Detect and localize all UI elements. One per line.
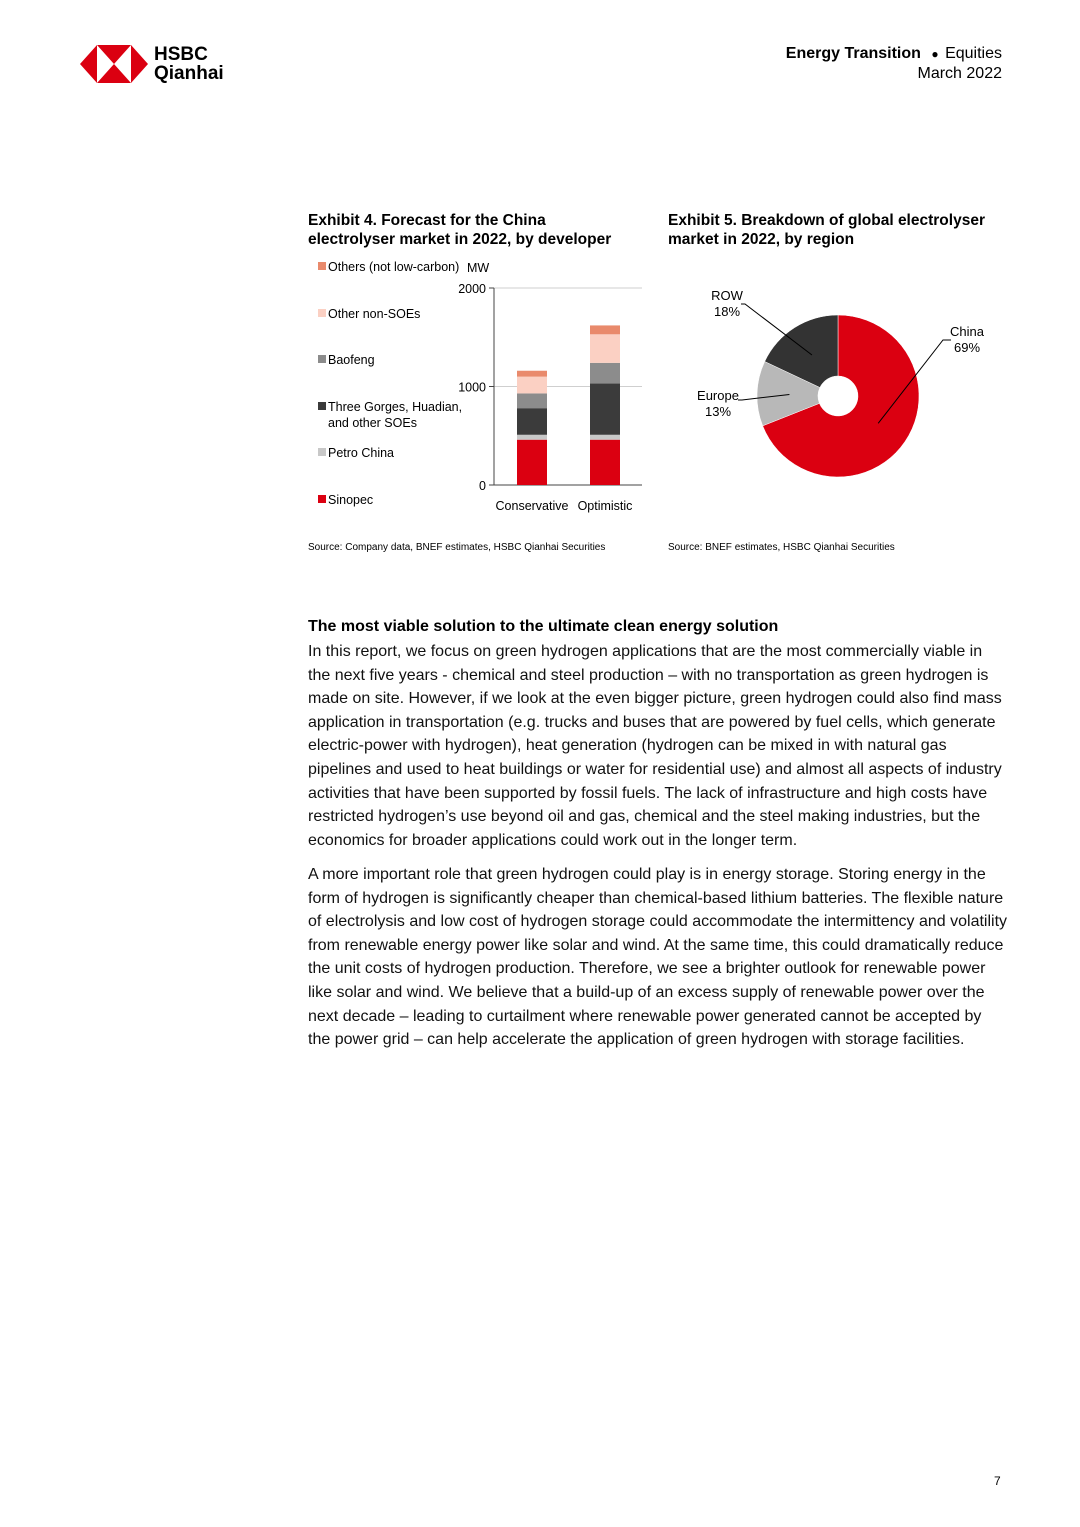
- page-number: 7: [994, 1474, 1001, 1488]
- legend-swatch-4: [318, 448, 326, 456]
- legend-label-4: Petro China: [328, 446, 395, 460]
- exhibit5-title-line1: Exhibit 5. Breakdown of global electrolyser: [668, 212, 985, 229]
- bar-segment-optimistic-4: [590, 334, 620, 363]
- bar-segment-optimistic-0: [590, 440, 620, 485]
- exhibit4-stacked-bar-chart: [308, 255, 648, 525]
- bar-segment-optimistic-1: [590, 435, 620, 440]
- hsbc-qianhai-logo: [80, 45, 224, 83]
- exhibit5-title: [668, 211, 985, 249]
- legend-swatch-1: [318, 309, 326, 317]
- bar-segment-optimistic-3: [590, 363, 620, 384]
- pie-label-china: China: [950, 324, 984, 339]
- pie-label-europe: Europe: [697, 388, 739, 403]
- bullet-icon: ●: [931, 47, 939, 61]
- report-type: Equities: [945, 45, 1002, 62]
- exhibit4-title: [308, 211, 611, 249]
- exhibit5-source: Source: BNEF estimates, HSBC Qianhai Securities: [668, 542, 895, 553]
- report-header: [786, 44, 1002, 84]
- legend-swatch-2: [318, 355, 326, 363]
- exhibit4-title-line2: electrolyser market in 2022, by developer: [308, 231, 612, 248]
- pie-value-china: 69%: [953, 340, 981, 355]
- section-heading: The most viable solution to the ultimate clean energy solution: [308, 618, 779, 635]
- report-date: March 2022: [917, 65, 1002, 82]
- body-paragraph-2: A more important role that green hydrogen could play is in energy storage. Storing energy in the form of hydrogen is significantly cheaper than chemical-based lithium batteries. The flexible nature of electrolysis and low cost of hydrogen storage could accommodate the intermittency and volatility from renewable energy power like solar and wind. At the same time, this could dramatically reduce the unit costs of hydrogen production. Therefore, we see a brighter outlook for renewable power like solar and wind. We believe that a build-up of an excess supply of renewable power over the next decade – leading to curtailment where renewable power generated cannot be accepted by the power grid – can help accelerate the application of green hydrogen with storage facilities.: [308, 866, 1008, 1049]
- hsbc-hexagon-icon: [80, 45, 148, 83]
- exhibit5-donut-chart: [668, 280, 1008, 490]
- pie-value-europe: 13%: [704, 404, 732, 419]
- bar-segment-conservative-0: [517, 440, 547, 485]
- bar-segment-conservative-5: [517, 371, 547, 377]
- pie-value-row: 18%: [713, 304, 741, 319]
- legend-label-3: Three Gorges, Huadian,: [328, 400, 463, 414]
- exhibit5-title-line2: market in 2022, by region: [668, 231, 855, 248]
- report-title: Energy Transition: [785, 45, 921, 62]
- legend-label-5: Sinopec: [328, 493, 374, 507]
- bar-segment-conservative-3: [517, 393, 547, 408]
- legend-swatch-3: [318, 402, 326, 410]
- y-tick-label-1000: 1000: [458, 380, 486, 395]
- legend-swatch-5: [318, 495, 326, 503]
- legend-swatch-0: [318, 262, 326, 270]
- y-axis-unit-label: MW: [467, 261, 490, 275]
- exhibit4-title-line1: Exhibit 4. Forecast for the China: [308, 212, 546, 229]
- brand-line-2: Qianhai: [154, 63, 224, 84]
- pie-label-row: ROW: [711, 288, 743, 303]
- x-tick-label-optimistic: Optimistic: [577, 499, 633, 513]
- x-tick-label-conservative: Conservative: [495, 499, 569, 513]
- bar-segment-optimistic-5: [590, 325, 620, 334]
- bar-segment-conservative-2: [517, 408, 547, 435]
- legend-label-1: Other non-SOEs: [328, 307, 421, 321]
- bar-segment-conservative-4: [517, 377, 547, 394]
- body-paragraph-1: In this report, we focus on green hydrogen applications that are the most commercially viable in the next five years - chemical and steel production – with no transportation as green hydrogen is made on site. However, if we look at the even bigger picture, green hydrogen could also find mass application in transportation (e.g. trucks and buses that are powered by fuel cells, which generate electric-power with hydrogen), heat generation (hydrogen can be mixed in with natural gas pipelines and used to heat buildings or water for residential use) and almost all aspects of industry activities that have been supported by fossil fuels. The lack of infrastructure and high costs have restricted hydrogen’s use beyond oil and gas, chemical and the steel making industries, but the economics for broader applications could work out in the longer term.: [308, 643, 1002, 849]
- legend-label-2: Baofeng: [328, 353, 375, 367]
- legend-label-0: Others (not low-carbon): [328, 260, 460, 274]
- brand-line-1: HSBC: [154, 44, 208, 65]
- bar-segment-conservative-1: [517, 435, 547, 440]
- bar-segment-optimistic-2: [590, 384, 620, 435]
- exhibit4-source: Source: Company data, BNEF estimates, HSBC Qianhai Securities: [308, 542, 606, 553]
- y-tick-label-2000: 2000: [458, 282, 486, 296]
- y-tick-label-0: 0: [479, 479, 486, 493]
- legend-label-3: and other SOEs: [328, 416, 417, 430]
